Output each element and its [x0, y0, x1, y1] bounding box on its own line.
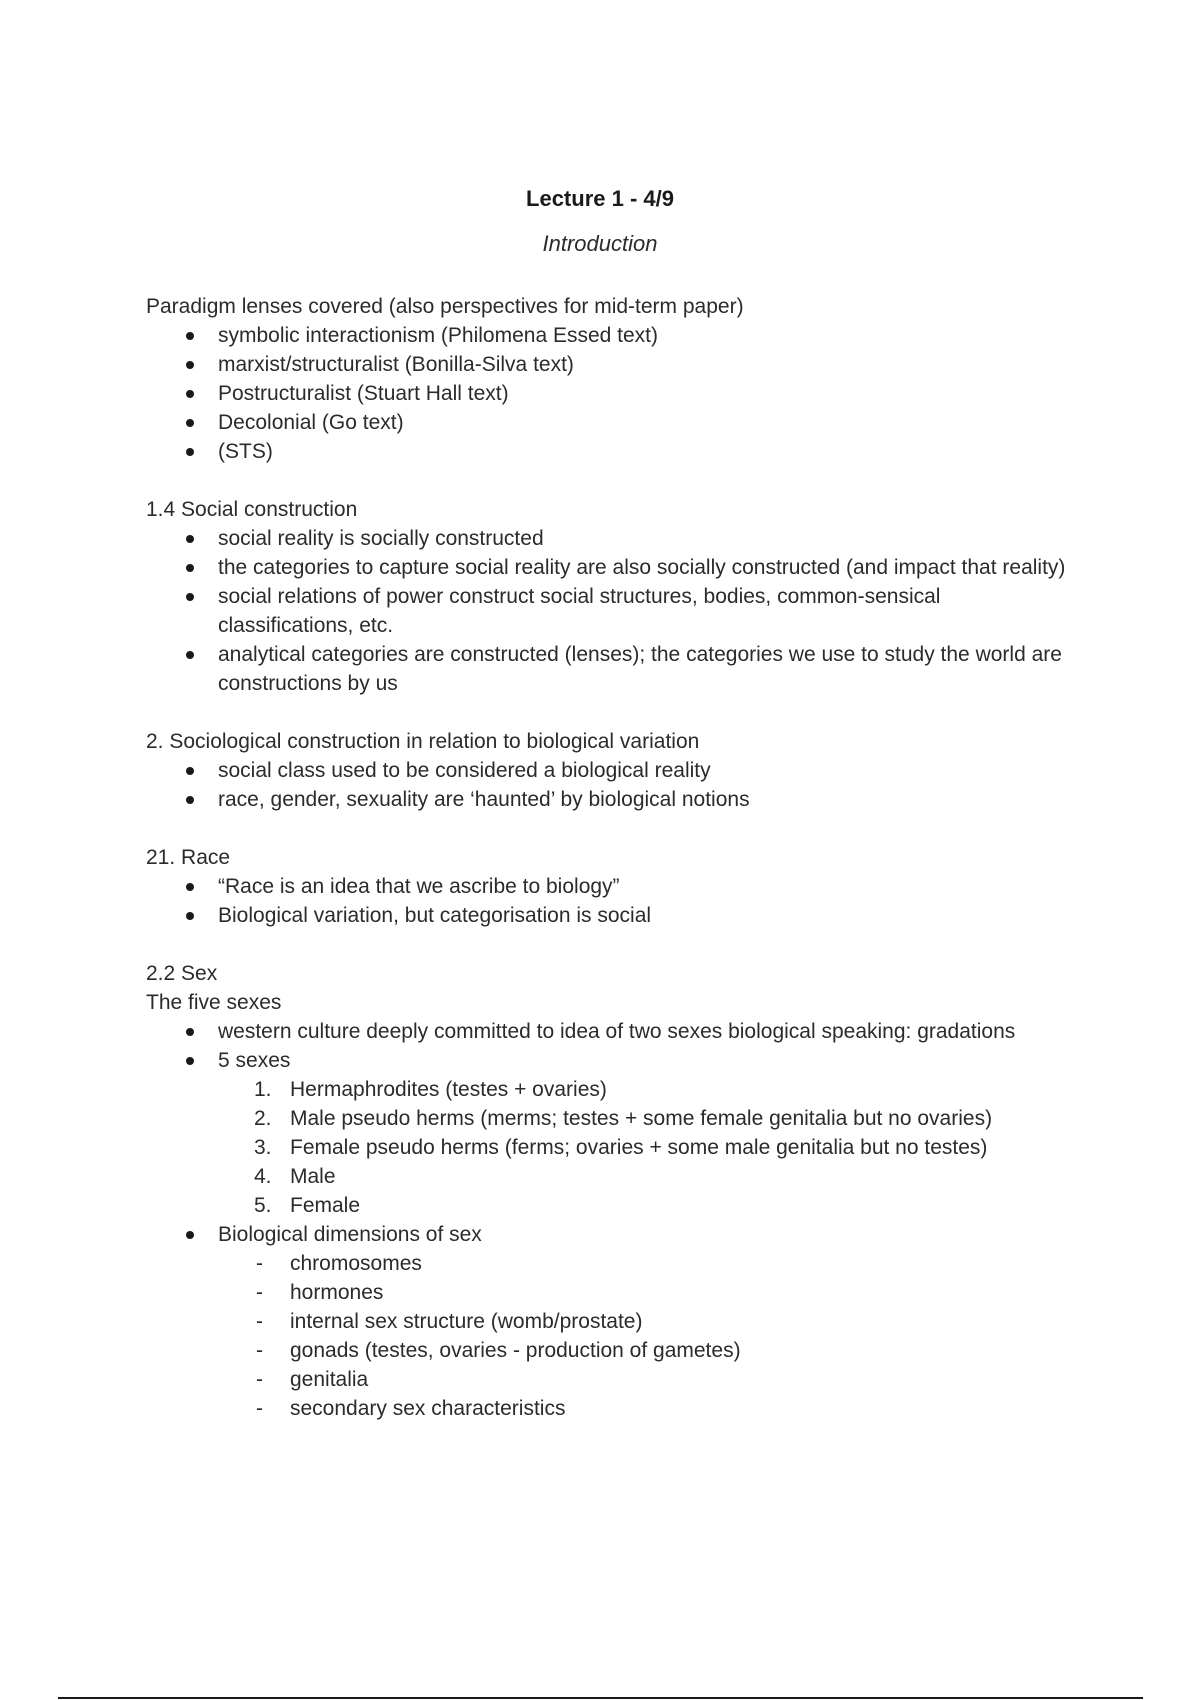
- section-social-construction: [146, 495, 1076, 698]
- section-paradigm-lenses: [146, 292, 1076, 466]
- item-text: Male: [290, 1165, 336, 1188]
- section-heading: 21. Race: [146, 846, 231, 869]
- bullet-list: [146, 321, 1076, 466]
- page-subtitle: Introduction: [542, 231, 658, 256]
- list-item: Biological variation, but categorisation is social: [146, 901, 1076, 930]
- bullet-list: [146, 524, 1076, 698]
- list-item: [146, 1046, 1076, 1220]
- numbered-item: [218, 1191, 1076, 1220]
- section-sociological-construction: [146, 727, 1076, 814]
- list-item: Postructuralist (Stuart Hall text): [146, 379, 1076, 408]
- dash-item: - genitalia: [218, 1365, 1076, 1394]
- bullet-list: [146, 1017, 1076, 1423]
- notes-body: [146, 292, 1076, 1423]
- list-item-text: Biological dimensions of sex: [218, 1223, 482, 1246]
- item-text: Male pseudo herms (merms; testes + some female genitalia but no ovaries): [290, 1107, 993, 1130]
- item-text: Female pseudo herms (ferms; ovaries + some male genitalia but no testes): [290, 1136, 988, 1159]
- list-item: social reality is socially constructed: [146, 524, 1076, 553]
- dash-item: - secondary sex characteristics: [218, 1394, 1076, 1423]
- list-item: [146, 1220, 1076, 1423]
- section-sex: [146, 959, 1076, 1423]
- section-race: [146, 843, 1076, 930]
- dash-item: - internal sex structure (womb/prostate): [218, 1307, 1076, 1336]
- page-title: Lecture 1 - 4/9: [526, 186, 674, 211]
- page-bottom-rule: [58, 1697, 1143, 1699]
- item-number: 5.: [254, 1194, 272, 1217]
- list-item: (STS): [146, 437, 1076, 466]
- list-item: symbolic interactionism (Philomena Essed text): [146, 321, 1076, 350]
- numbered-item: [218, 1075, 1076, 1104]
- section-heading: 2. Sociological construction in relation to biological variation: [146, 730, 700, 753]
- dash-item: - chromosomes: [218, 1249, 1076, 1278]
- item-number: 3.: [254, 1136, 272, 1159]
- dash-list: [218, 1249, 1076, 1423]
- item-text: Female: [290, 1194, 361, 1217]
- numbered-list: [218, 1075, 1076, 1220]
- section-heading: 2.2 Sex: [146, 962, 218, 985]
- list-item: analytical categories are constructed (lenses); the categories we use to study the world are constructions by us: [146, 640, 1076, 698]
- section-heading: Paradigm lenses covered (also perspectives for mid-term paper): [146, 295, 744, 318]
- item-number: 4.: [254, 1165, 272, 1188]
- list-item: the categories to capture social reality are also socially constructed (and impact that reality): [146, 553, 1076, 582]
- list-item: “Race is an idea that we ascribe to biology”: [146, 872, 1076, 901]
- dash-item: - gonads (testes, ovaries - production of gametes): [218, 1336, 1076, 1365]
- numbered-item: [218, 1162, 1076, 1191]
- list-item: western culture deeply committed to idea of two sexes biological speaking: gradations: [146, 1017, 1076, 1046]
- section-subheading: The five sexes: [146, 991, 282, 1014]
- item-number: 2.: [254, 1107, 272, 1130]
- dash-item: - hormones: [218, 1278, 1076, 1307]
- list-item: marxist/structuralist (Bonilla-Silva text): [146, 350, 1076, 379]
- list-item: Decolonial (Go text): [146, 408, 1076, 437]
- numbered-item: [218, 1133, 1076, 1162]
- list-item: social class used to be considered a biological reality: [146, 756, 1076, 785]
- numbered-item: [218, 1104, 1076, 1133]
- section-heading: 1.4 Social construction: [146, 498, 358, 521]
- bullet-list: [146, 872, 1076, 930]
- list-item-text: 5 sexes: [218, 1049, 291, 1072]
- list-item: social relations of power construct social structures, bodies, common-sensical classifications, etc.: [146, 582, 1076, 640]
- item-number: 1.: [254, 1078, 272, 1101]
- item-text: Hermaphrodites (testes + ovaries): [290, 1078, 607, 1101]
- list-item: race, gender, sexuality are ‘haunted’ by biological notions: [146, 785, 1076, 814]
- bullet-list: [146, 756, 1076, 814]
